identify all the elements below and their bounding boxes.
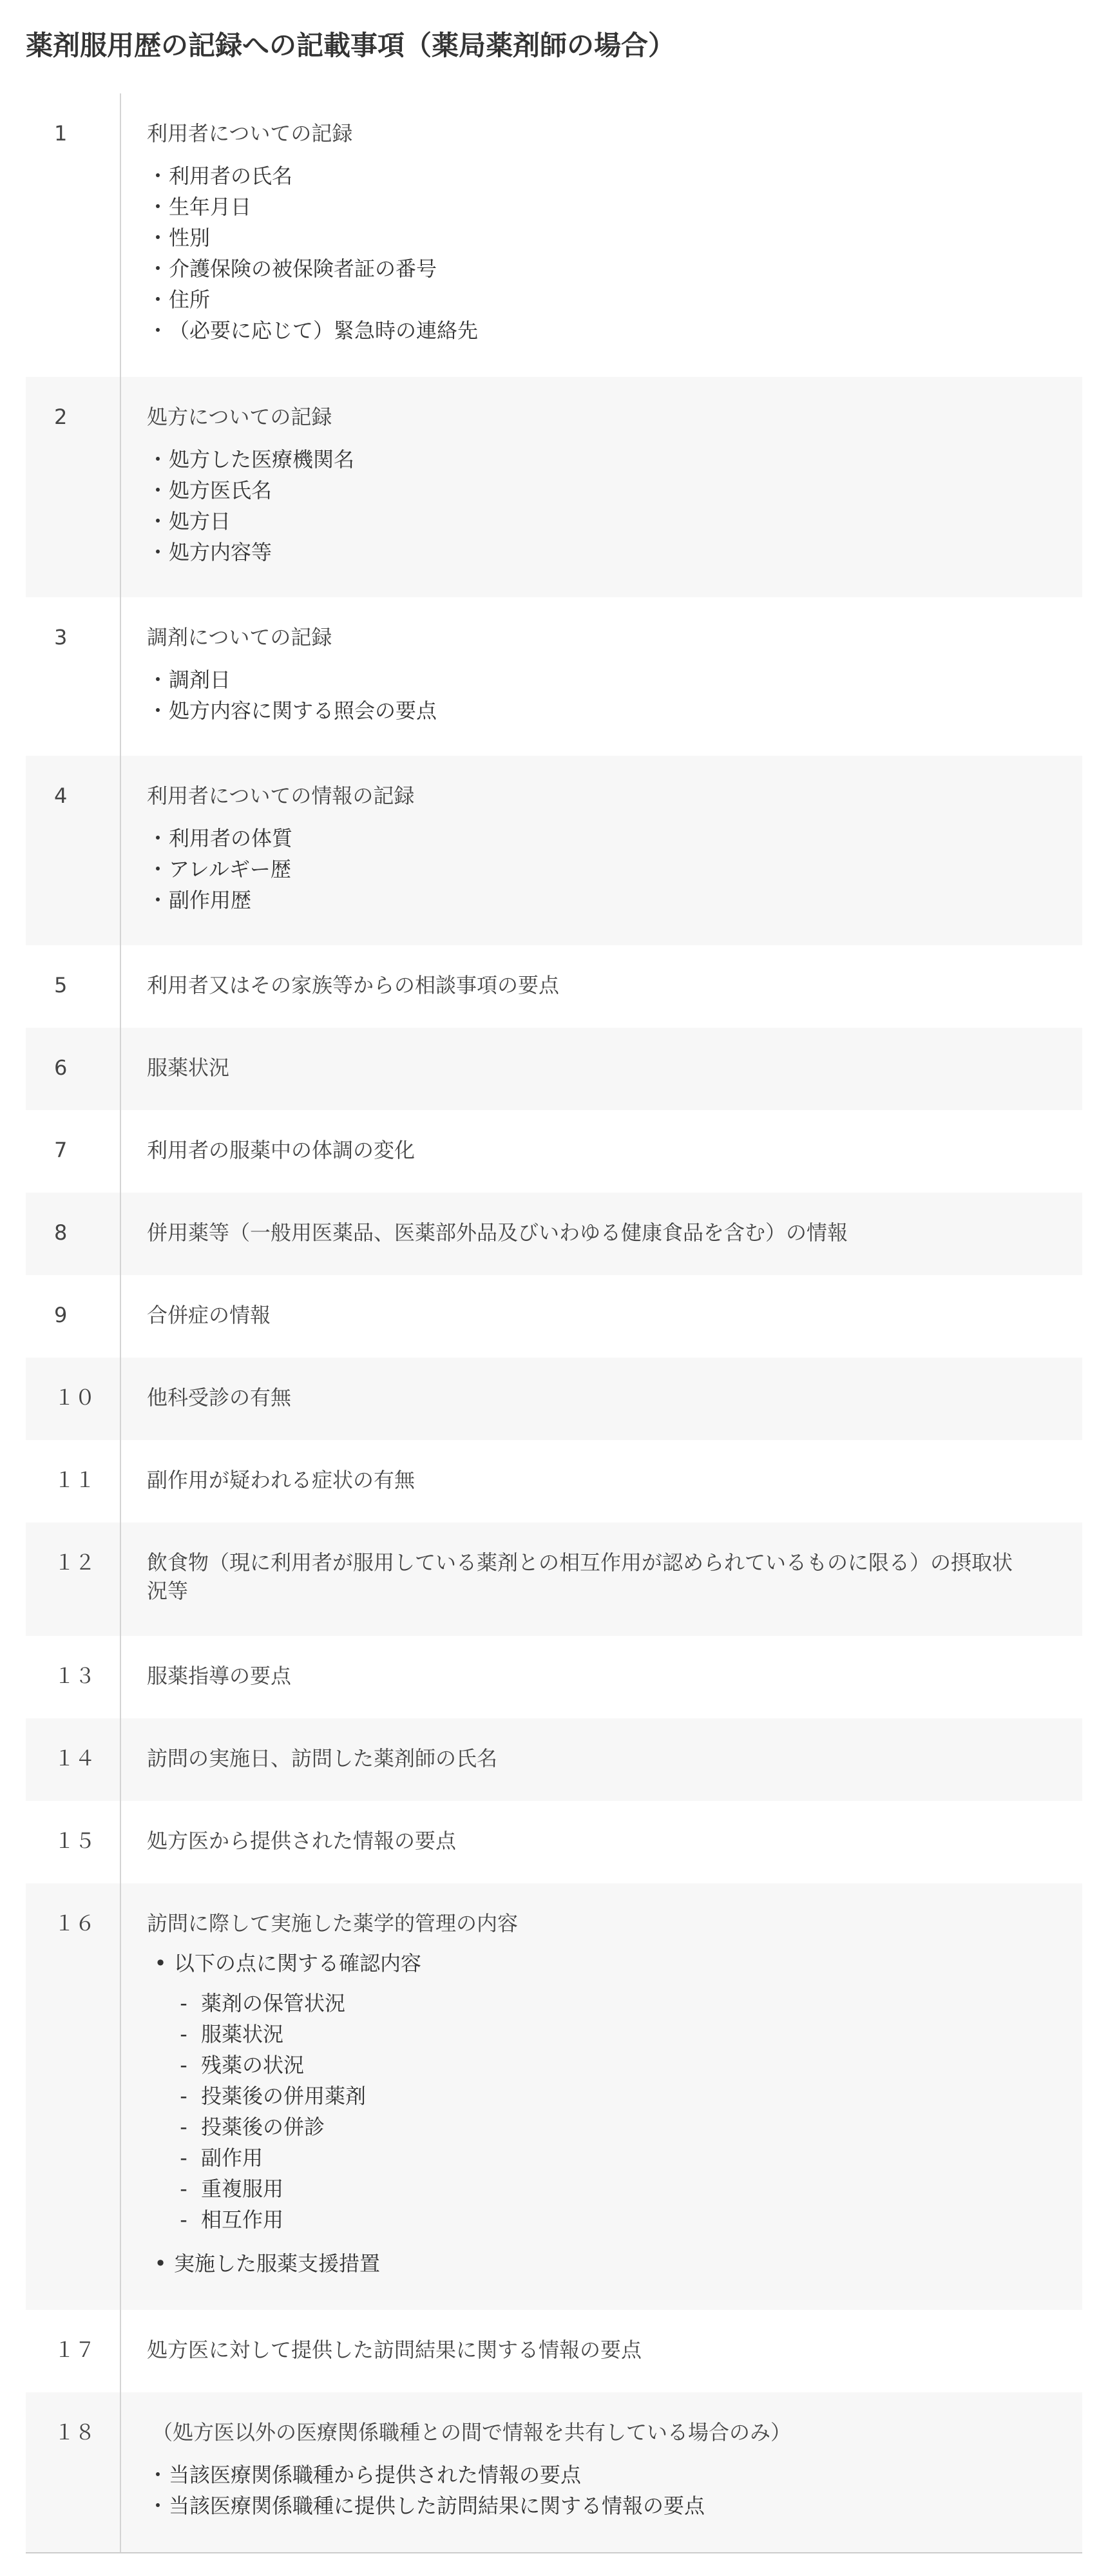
row-label: 合併症の情報	[147, 1303, 271, 1327]
row-label: （処方医以外の医療関係職種との間で情報を共有している場合のみ）	[152, 2420, 792, 2445]
row-label: 服薬指導の要点	[147, 1664, 292, 1688]
row-number: １１	[26, 1440, 121, 1523]
list-item: ・ 当該医療関係職種に提供した訪問結果に関する情報の要点	[147, 2490, 1024, 2521]
row-content	[121, 2310, 1082, 2392]
row-label: 訪問の実施日、訪問した薬剤師の氏名	[147, 1746, 498, 1771]
row-number: １７	[26, 2310, 121, 2392]
row-number: １６	[26, 1883, 121, 2310]
row-label: 調剤についての記録	[147, 625, 332, 649]
sub-list-item: - 投薬後の併用薬剤	[174, 2081, 1024, 2111]
row-number: 3	[26, 597, 121, 756]
row-content	[121, 1523, 1082, 1636]
row-label: 利用者についての記録	[147, 121, 353, 146]
table-row	[26, 1110, 1082, 1193]
item-list	[147, 1948, 1024, 2279]
row-number: １４	[26, 1718, 121, 1801]
item-list	[147, 664, 1024, 726]
row-content	[121, 377, 1082, 597]
row-label: 利用者又はその家族等からの相談事項の要点	[147, 973, 560, 997]
row-content	[121, 1801, 1082, 1883]
list-item: ・ 住所	[147, 284, 1024, 315]
list-item: ・ 性別	[147, 222, 1024, 253]
row-label: 他科受診の有無	[147, 1385, 292, 1410]
row-number: 5	[26, 945, 121, 1028]
row-content	[121, 1883, 1082, 2310]
row-label: 飲食物（現に利用者が服用している薬剤との相互作用が認められているものに限る）の摂取状況等	[147, 1550, 1013, 1603]
row-content	[121, 945, 1082, 1028]
row-label: 利用者についての情報の記録	[147, 783, 415, 808]
sub-list-item: - 副作用	[174, 2142, 1024, 2173]
row-number: １０	[26, 1358, 121, 1440]
row-content	[121, 1636, 1082, 1718]
sub-list-item: - 投薬後の併診	[174, 2111, 1024, 2142]
row-label: 処方についての記録	[147, 405, 332, 429]
list-item	[147, 1948, 1024, 2235]
table-row	[26, 1275, 1082, 1358]
row-number: 7	[26, 1110, 121, 1193]
row-number: 8	[26, 1193, 121, 1275]
list-item: ・ 生年月日	[147, 191, 1024, 222]
list-item: ・ 利用者の氏名	[147, 160, 1024, 191]
page-title: 薬剤服用歴の記録への記載事項（薬局薬剤師の場合）	[26, 30, 676, 61]
list-item: ・ 副作用歴	[147, 885, 1024, 916]
row-content	[121, 1275, 1082, 1358]
sub-list-item: - 残薬の状況	[174, 2050, 1024, 2081]
sub-item-list	[174, 1988, 1024, 2235]
record-table	[26, 93, 1082, 2553]
item-list	[147, 160, 1024, 346]
row-number: １５	[26, 1801, 121, 1883]
table-row	[26, 93, 1082, 377]
table-row	[26, 1440, 1082, 1523]
row-content	[121, 1193, 1082, 1275]
table-row	[26, 2310, 1082, 2392]
table-row	[26, 1523, 1082, 1636]
table-row	[26, 1193, 1082, 1275]
table-row	[26, 1718, 1082, 1801]
row-number: 4	[26, 756, 121, 945]
table-row	[26, 1801, 1082, 1883]
list-item: ・ アレルギー歴	[147, 854, 1024, 885]
row-number: 1	[26, 93, 121, 377]
row-content	[121, 756, 1082, 945]
sub-list-item: - 重複服用	[174, 2173, 1024, 2204]
table-row	[26, 1636, 1082, 1718]
row-number: １３	[26, 1636, 121, 1718]
table-row	[26, 597, 1082, 756]
table-row	[26, 1028, 1082, 1110]
row-label: 訪問に際して実施した薬学的管理の内容	[147, 1911, 519, 1936]
table-row	[26, 756, 1082, 945]
list-item: ・ 処方日	[147, 506, 1024, 537]
row-number: １８	[26, 2392, 121, 2552]
item-list	[147, 2459, 1024, 2521]
row-content	[121, 597, 1082, 756]
row-content	[121, 1718, 1082, 1801]
table-row	[26, 1358, 1082, 1440]
list-item-text: 以下の点に関する確認内容	[174, 1951, 422, 1975]
sub-list-item: - 相互作用	[174, 2204, 1024, 2235]
row-content	[121, 93, 1082, 377]
row-label: 副作用が疑われる症状の有無	[147, 1468, 416, 1492]
list-item: ・ 処方した医療機関名	[147, 444, 1024, 475]
row-content	[121, 1440, 1082, 1523]
table-row	[26, 2392, 1082, 2552]
table-row	[26, 1883, 1082, 2310]
item-list	[147, 823, 1024, 916]
table-row	[26, 377, 1082, 597]
row-label: 併用薬等（一般用医薬品、医薬部外品及びいわゆる健康食品を含む）の情報	[147, 1220, 848, 1245]
row-label: 処方医から提供された情報の要点	[147, 1829, 457, 1853]
row-number: 9	[26, 1275, 121, 1358]
list-item: ・ 処方医氏名	[147, 475, 1024, 506]
row-content	[121, 2392, 1082, 2552]
list-item	[147, 2248, 1024, 2279]
item-list	[147, 444, 1024, 568]
sub-list-item: - 服薬状況	[174, 2019, 1024, 2050]
row-label: 利用者の服薬中の体調の変化	[147, 1138, 416, 1162]
list-item: ・ 介護保険の被保険者証の番号	[147, 253, 1024, 284]
row-number: １２	[26, 1523, 121, 1636]
list-item: ・ 利用者の体質	[147, 823, 1024, 854]
list-item: ・ 当該医療関係職種から提供された情報の要点	[147, 2459, 1024, 2490]
row-number: 2	[26, 377, 121, 597]
row-label: 処方医に対して提供した訪問結果に関する情報の要点	[147, 2338, 642, 2362]
row-content	[121, 1110, 1082, 1193]
row-number: 6	[26, 1028, 121, 1110]
row-content	[121, 1028, 1082, 1110]
list-item: ・ 処方内容に関する照会の要点	[147, 695, 1024, 726]
list-item: ・ （必要に応じて）緊急時の連絡先	[147, 315, 1024, 346]
row-content	[121, 1358, 1082, 1440]
sub-list-item: - 薬剤の保管状況	[174, 1988, 1024, 2019]
list-item: ・ 調剤日	[147, 664, 1024, 695]
list-item-text: 実施した服薬支援措置	[174, 2251, 381, 2276]
row-label: 服薬状況	[147, 1055, 230, 1080]
table-row	[26, 945, 1082, 1028]
list-item: ・ 処方内容等	[147, 537, 1024, 568]
